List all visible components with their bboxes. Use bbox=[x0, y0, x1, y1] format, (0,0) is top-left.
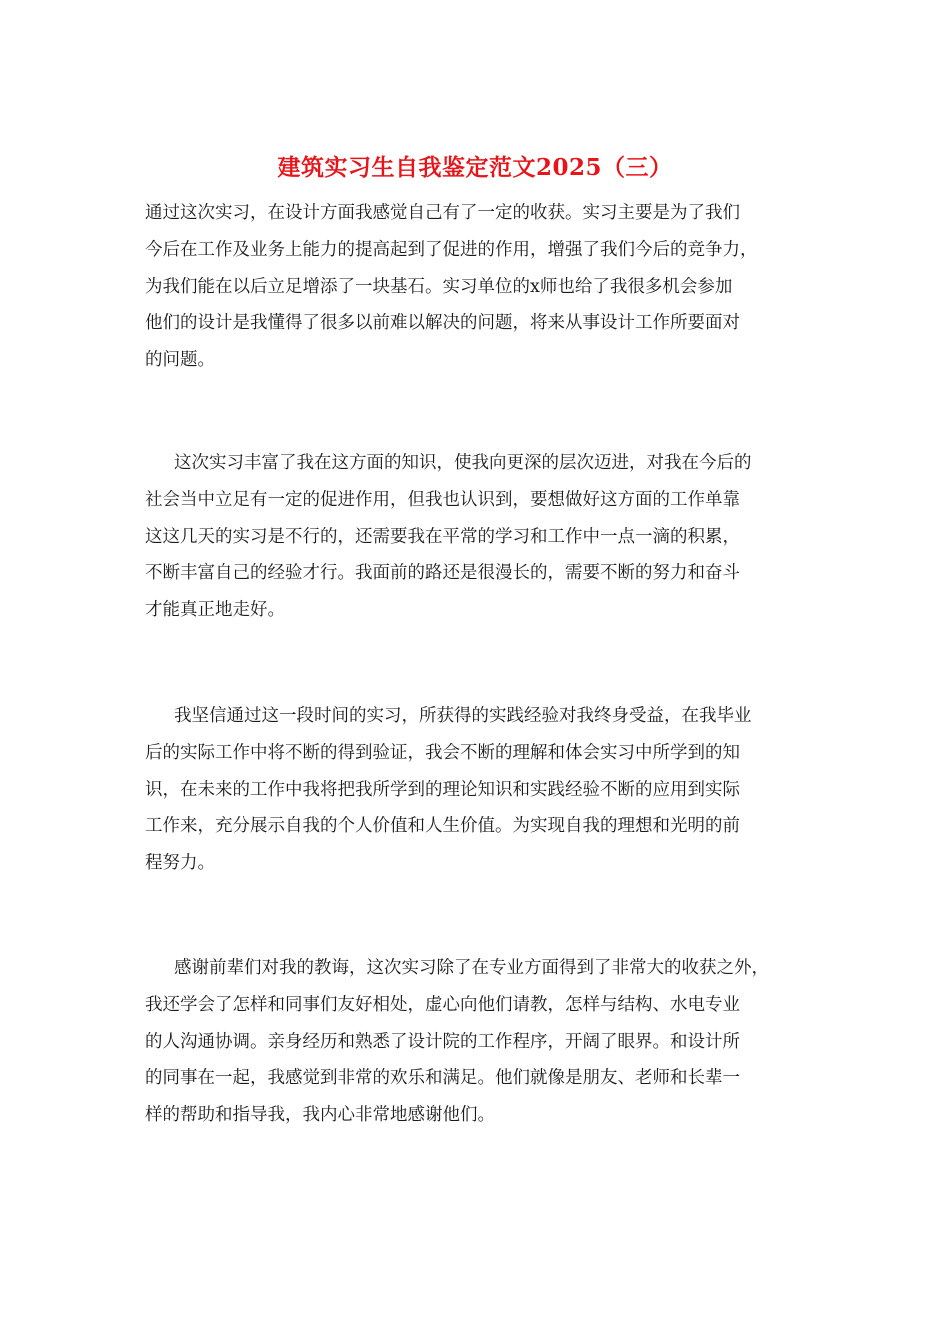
paragraph-line: 的问题。 bbox=[145, 350, 215, 371]
paragraph-line: 工作来，充分展示自我的个人价值和人生价值。为实现自我的理想和光明的前 bbox=[145, 816, 740, 837]
paragraph-line: 的人沟通协调。亲身经历和熟悉了设计院的工作程序，开阔了眼界。和设计所 bbox=[145, 1031, 740, 1052]
paragraph-line: 我还学会了怎样和同事们友好相处，虚心向他们请教，怎样与结构、水电专业 bbox=[145, 994, 740, 1015]
paragraph-line: 为我们能在以后立足增添了一块基石。实习单位的x师也给了我很多机会参加 bbox=[145, 276, 733, 297]
document-title: 建筑实习生自我鉴定范文2025（三） bbox=[277, 154, 673, 181]
paragraph-line: 程努力。 bbox=[145, 853, 215, 874]
paragraph-line: 这次实习丰富了我在这方面的知识，使我向更深的层次迈进，对我在今后的 bbox=[174, 453, 752, 473]
paragraph-line: 不断丰富自己的经验才行。我面前的路还是很漫长的，需要不断的努力和奋斗 bbox=[145, 563, 740, 584]
paragraph-3 bbox=[145, 698, 813, 882]
paragraph-line: 他们的设计是我懂得了很多以前难以解决的问题，将来从事设计工作所要面对 bbox=[145, 313, 740, 334]
paragraph-line: 今后在工作及业务上能力的提高起到了促进的作用，增强了我们今后的竞争力， bbox=[145, 239, 758, 260]
paragraph-2 bbox=[145, 445, 813, 629]
paragraph-line: 样的帮助和指导我，我内心非常地感谢他们。 bbox=[145, 1105, 495, 1126]
paragraph-line: 社会当中立足有一定的促进作用，但我也认识到，要想做好这方面的工作单靠 bbox=[145, 489, 740, 510]
paragraph-line: 的同事在一起，我感觉到非常的欢乐和满足。他们就像是朋友、老师和长辈一 bbox=[145, 1068, 740, 1089]
paragraph-line: 我坚信通过这一段时间的实习，所获得的实践经验对我终身受益，在我毕业 bbox=[174, 706, 752, 726]
paragraph-line: 才能真正地走好。 bbox=[145, 600, 285, 621]
paragraph-line: 这这几天的实习是不行的，还需要我在平常的学习和工作中一点一滴的积累， bbox=[145, 526, 740, 547]
paragraph-1 bbox=[145, 195, 813, 379]
paragraph-line: 识，在未来的工作中我将把我所学到的理论知识和实践经验不断的应用到实际 bbox=[145, 779, 740, 800]
paragraph-line: 感谢前辈们对我的教诲，这次实习除了在专业方面得到了非常大的收获之外， bbox=[174, 958, 769, 978]
paragraph-4 bbox=[145, 950, 813, 1134]
paragraph-line: 通过这次实习，在设计方面我感觉自己有了一定的收获。实习主要是为了我们 bbox=[145, 203, 740, 223]
paragraph-line: 后的实际工作中将不断的得到验证，我会不断的理解和体会实习中所学到的知 bbox=[145, 742, 740, 763]
